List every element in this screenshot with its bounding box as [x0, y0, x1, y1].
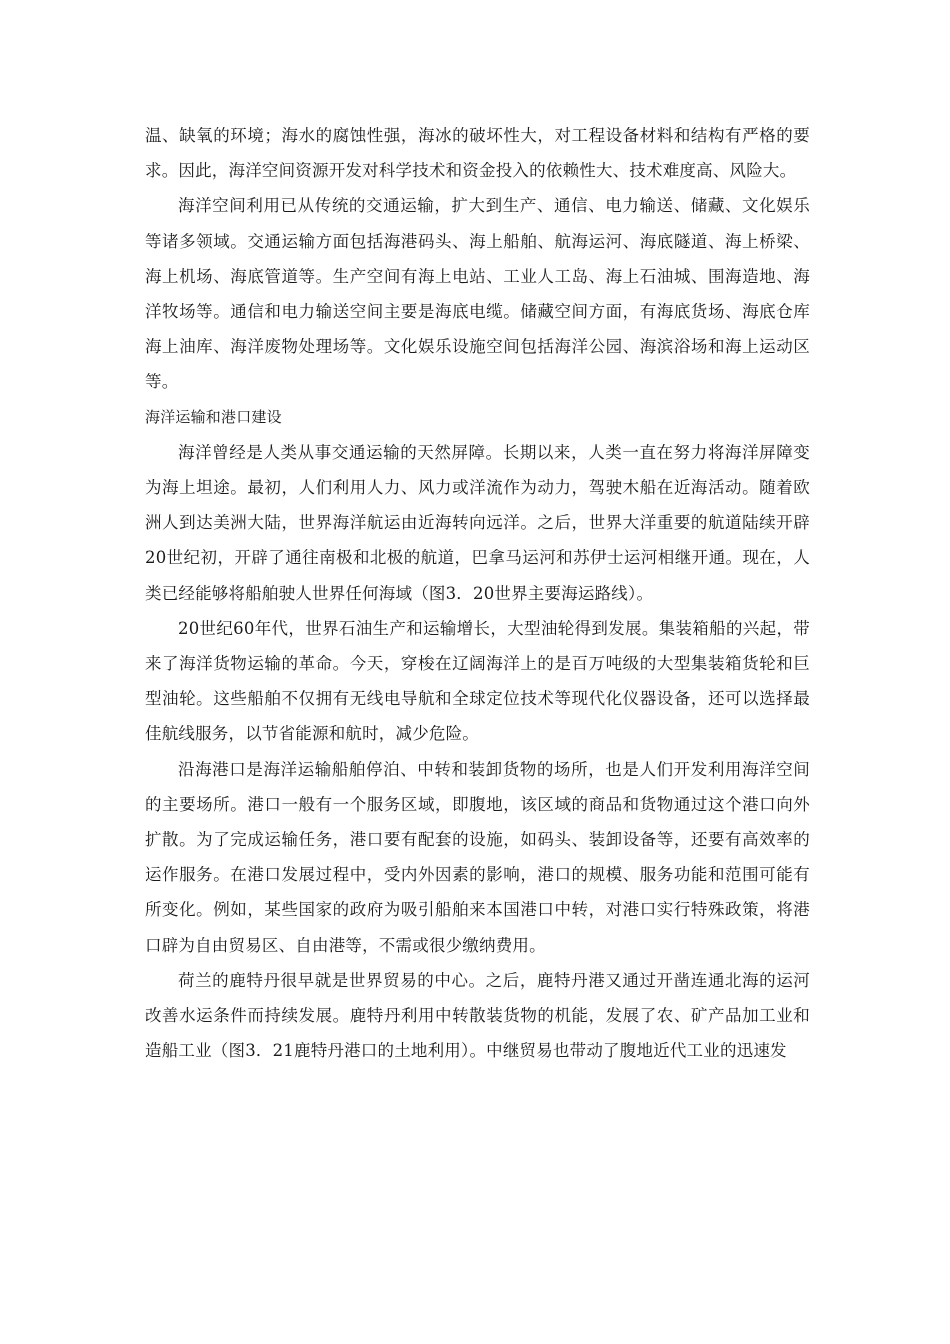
paragraph-rotterdam: 荷兰的鹿特丹很早就是世界贸易的中心。之后，鹿特丹港又通过开凿连通北海的运河改善水运条件而持续发展。鹿特丹利用中转散装货物的机能，发展了农、矿产品加工业和造船工业（图3．21鹿特丹港口的土地利用）。中继贸易也带动了腹地近代工业的迅速发: [145, 970, 810, 1061]
section-heading: 海洋运输和港口建设: [145, 407, 282, 426]
paragraph-ocean-barrier: 海洋曾经是人类从事交通运输的天然屏障。长期以来，人类一直在努力将海洋屏障变为海上坦途。最初，人们利用人力、风力或洋流作为动力，驾驶木船在近海活动。随着欧洲人到达美洲大陆，世界海洋航运由近海转向远洋。之后，世界大洋重要的航道陆续开辟20世纪初，开辟了通往南极和北极的航道，巴拿马运河和苏伊士运河相继开通。现在，人类已经能够将船舶驶人世界任何海域（图3．20世界主要海运路线）。: [145, 442, 810, 603]
paragraph-continuation: 温、缺氧的环境；海水的腐蚀性强，海冰的破坏性大，对工程设备材料和结构有严格的要求。因此，海洋空间资源开发对科学技术和资金投入的依赖性大、技术难度高、风险大。: [145, 126, 810, 181]
paragraph-coastal-ports: 沿海港口是海洋运输船舶停泊、中转和装卸货物的场所，也是人们开发利用海洋空间的主要场所。港口一般有一个服务区域，即腹地，该区域的商品和货物通过这个港口向外扩散。为了完成运输任务，港口要有配套的设施，如码头、装卸设备等，还要有高效率的运作服务。在港口发展过程中，受内外因素的影响，港口的规模、服务功能和范围可能有所变化。例如，某些国家的政府为吸引船舶来本国港口中转，对港口实行特殊政策，将港口辟为自由贸易区、自由港等，不需或很少缴纳费用。: [145, 759, 810, 955]
document-body: [145, 118, 810, 1068]
paragraph-oil-tankers: 20世纪60年代，世界石油生产和运输增长，大型油轮得到发展。集装箱船的兴起，带来了海洋货物运输的革命。今天，穿梭在辽阔海洋上的是百万吨级的大型集装箱货轮和巨型油轮。这些船舶不仅拥有无线电导航和全球定位技术等现代化仪器设备，还可以选择最佳航线服务，以节省能源和航时，减少危险。: [145, 618, 810, 744]
paragraph-ocean-space-uses: 海洋空间利用已从传统的交通运输，扩大到生产、通信、电力输送、储藏、文化娱乐等诸多领域。交通运输方面包括海港码头、海上船舶、航海运河、海底隧道、海上桥梁、海上机场、海底管道等。生产空间有海上电站、工业人工岛、海上石油城、围海造地、海洋牧场等。通信和电力输送空间主要是海底电缆。储藏空间方面，有海底货场、海底仓库海上油库、海洋废物处理场等。文化娱乐设施空间包括海洋公园、海滨浴场和海上运动区等。: [145, 196, 810, 392]
